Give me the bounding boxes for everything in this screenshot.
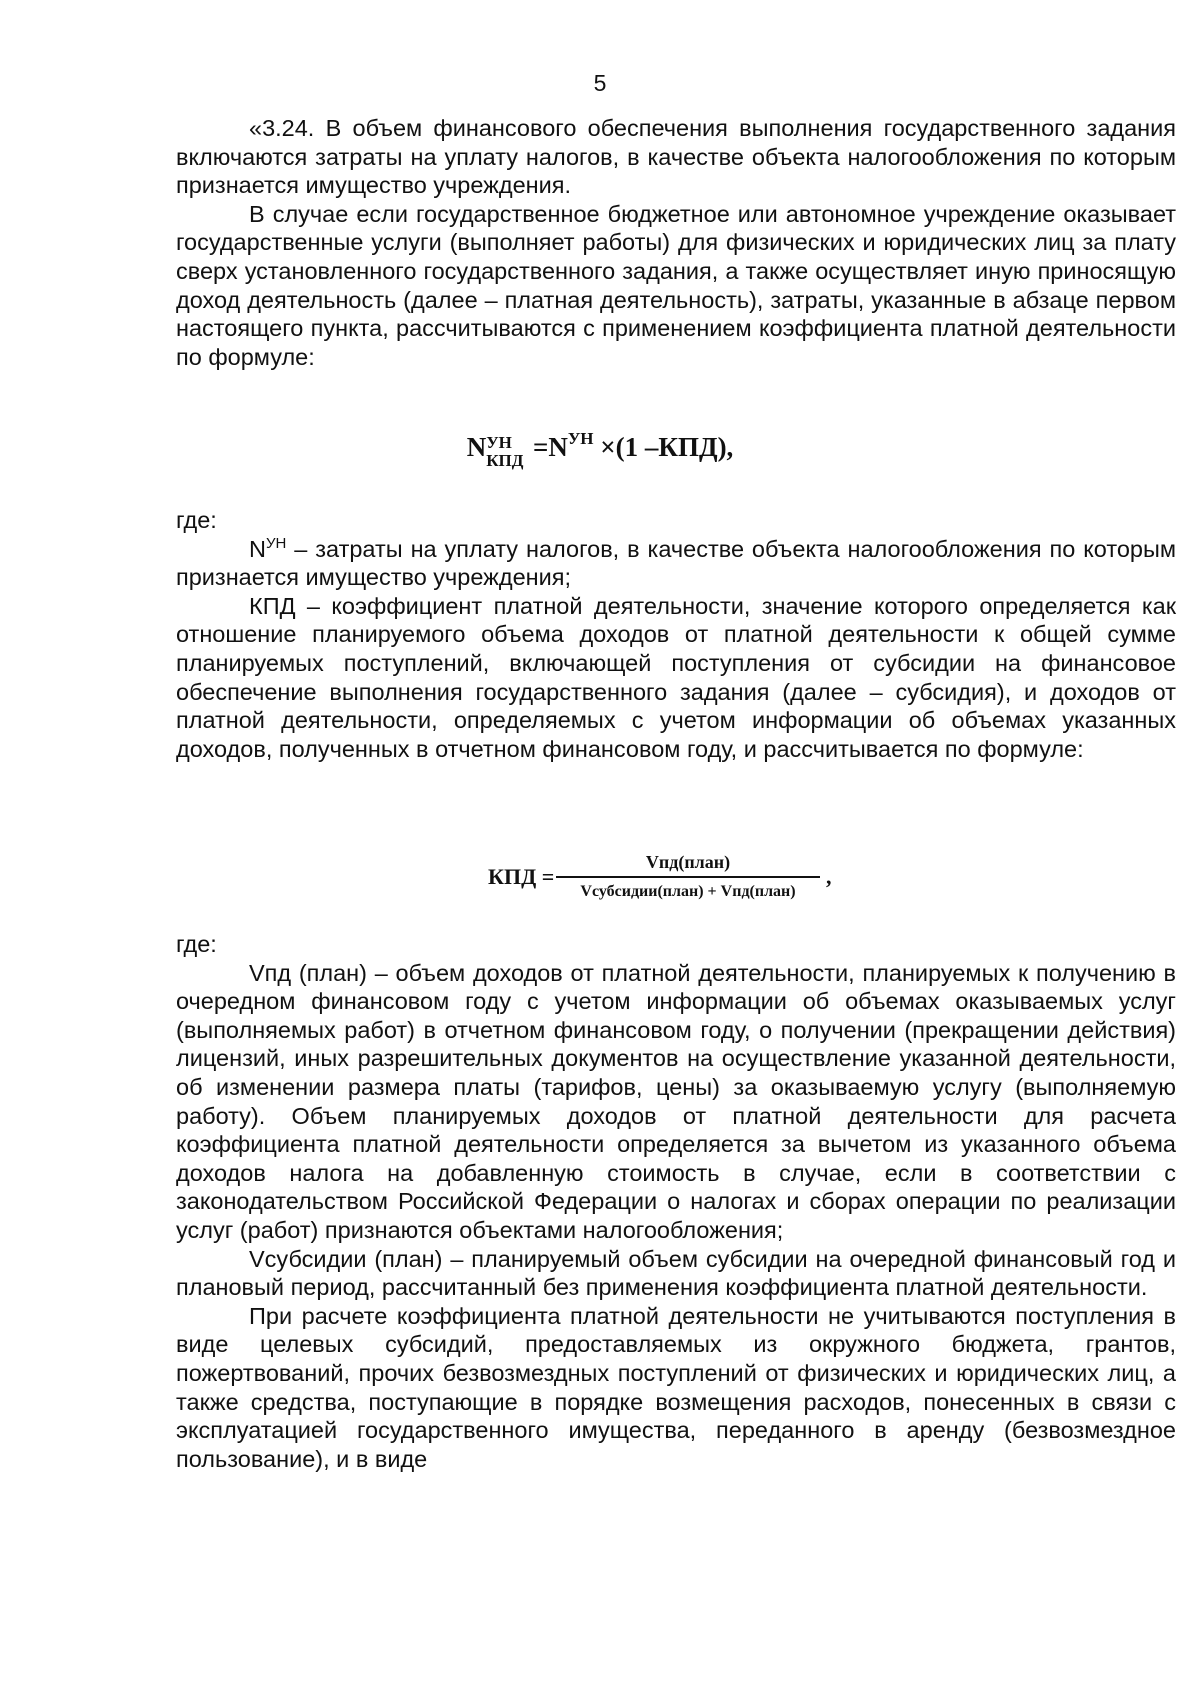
- section-intro: [176, 114, 1176, 371]
- paragraph-exclusions: При расчете коэффициента платной деятельности не учитываются поступления в виде целевых субсидий, предоставляемых из окружного бюджета, грантов, пожертвований, прочих безвозмездных поступлений от физических и юридических лиц, а также средства, поступающие в порядке возмещения расходов, понесенных в связи с эксплуатацией государственного имущества, переданного в аренду (безвозмездное пользование), и в виде: [176, 1302, 1176, 1472]
- formula1-indices: [486, 427, 526, 470]
- where-label-2: где:: [176, 931, 217, 957]
- definition-vsubsidy: Vсубсидии (план) – планируемый объем субсидии на очередной финансовый год и плановый период, рассчитанный без применения коэффициента платной деятельности.: [176, 1245, 1176, 1301]
- formula-nkpd: N УН КПД $=N^{УН} \times(1$ –КПД),: [0, 427, 1200, 471]
- formula2-comma: ,: [826, 864, 832, 889]
- formula1-rhs-n: N: [548, 432, 568, 462]
- definition-nyn: [176, 535, 1176, 592]
- definition-kpd: КПД – коэффициент платной деятельности, значение которого определяется как отношение планируемого объема доходов от платной деятельности к общей сумме планируемых поступлений, включающей поступления от субсидии на финансовое обеспечение выполнения государственного задания (далее – субсидия), и доходов от платной деятельности, определяемых с учетом информации об объемах указанных доходов, полученных в отчетном финансовом году, и рассчитывается по формуле:: [176, 592, 1176, 762]
- where-label: где:: [176, 507, 217, 533]
- formula1-n: N: [466, 432, 487, 462]
- formula2-numerator: Vпд(план): [645, 852, 731, 872]
- formula1-rhs-sup: УН: [567, 429, 594, 448]
- section-definitions-2: [176, 930, 1176, 1473]
- page-number: 5: [593, 70, 607, 96]
- definition-vpd: Vпд (план) – объем доходов от платной деятельности, планируемых к получению в очередном финансовом году с учетом информации об объемах оказываемых услуг (выполняемых работ) в отчетном финансовом году, о получении (прекращении действия) лицензий, иных разрешительных документов на осуществление указанной деятельности, об изменении размера платы (тарифов, цены) за оказываемую услугу (выполняемую работу). Объем планируемых доходов от платной деятельности для расчета коэффициента платной деятельности определяется за вычетом из указанного объема доходов налога на добавленную стоимость в случае, если в соответствии с законодательством Российской Федерации о налогах и сборах операции по реализации услуг (работ) признаются объектами налогообложения;: [176, 959, 1176, 1243]
- fraction-bar: [556, 876, 820, 878]
- formula2-lhs: КПД =: [488, 864, 555, 889]
- formula1-sub: КПД: [486, 451, 524, 470]
- nyn-symbol: N: [249, 535, 266, 562]
- formula1-sup: УН: [486, 433, 512, 452]
- nyn-text: – затраты на уплату налогов, в качестве объекта налогообложения по которым признается имущество учреждения;: [176, 535, 1176, 591]
- formula2-fraction: [556, 850, 820, 903]
- paragraph-paid-activity: В случае если государственное бюджетное или автономное учреждение оказывает государственные услуги (выполняет работы) для физических и юридических лиц за плату сверх установленного государственного задания, а также осуществляет иную приносящую доход деятельность (далее – платная деятельность), затраты, указанные в абзаце первом настоящего пункта, рассчитываются с применением коэффициента платной деятельности по формуле:: [176, 200, 1176, 370]
- nyn-sup: УН: [265, 534, 287, 552]
- formula1-rhs-tail: ×(1 –КПД),: [600, 432, 734, 462]
- formula2-denominator: Vсубсидии(план) + Vпд(план): [580, 883, 796, 900]
- paragraph-3-24: «3.24. В объем финансового обеспечения выполнения государственного задания включаются затраты на уплату налогов, в качестве объекта налогообложения по которым признается имущество учреждения.: [176, 115, 1176, 199]
- section-definitions-1: [176, 506, 1176, 763]
